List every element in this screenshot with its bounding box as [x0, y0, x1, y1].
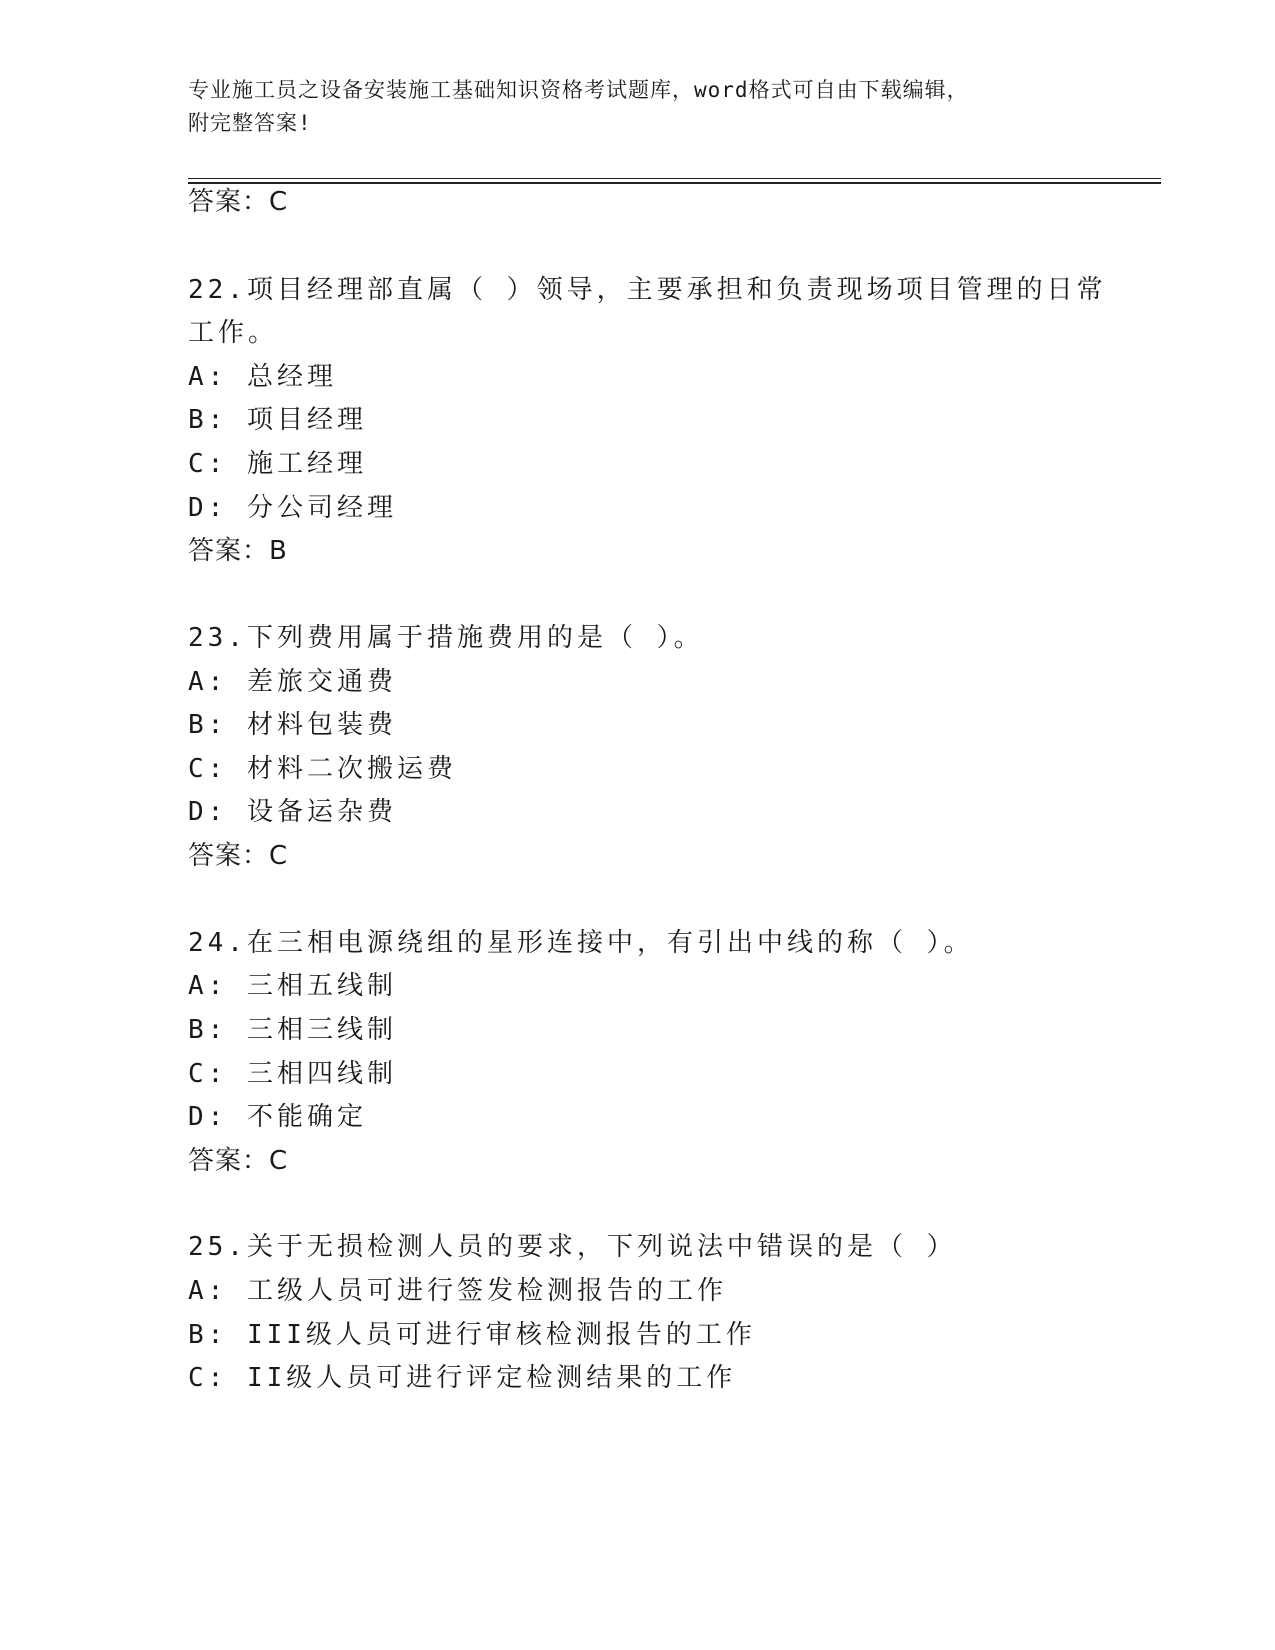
question-25-stem: 25.关于无损检测人员的要求，下列说法中错误的是（ ）	[188, 1232, 957, 1262]
question-24-stem: 24.在三相电源绕组的星形连接中，有引出中线的称（ ）。	[188, 928, 974, 958]
question-22-option-c: C: 施工经理	[188, 449, 367, 479]
question-22-option-d: D: 分公司经理	[188, 493, 397, 523]
question-25-option-a: A: 工级人员可进行签发检测报告的工作	[188, 1276, 727, 1306]
question-23-option-c: C: 材料二次搬运费	[188, 754, 457, 784]
header-rule-thin	[188, 178, 1161, 179]
question-24-option-c: C: 三相四线制	[188, 1059, 397, 1089]
question-23-stem: 23.下列费用属于措施费用的是（ ）。	[188, 623, 704, 653]
previous-answer: 答案：C	[188, 187, 289, 217]
question-23-option-d: D: 设备运杂费	[188, 797, 397, 827]
document-header	[188, 74, 1088, 140]
header-rule-thick	[188, 182, 1161, 184]
question-23-option-b: B: 材料包装费	[188, 710, 397, 740]
question-22-stem-line-1: 22.项目经理部直属（ ）领导，主要承担和负责现场项目管理的日常	[188, 275, 1107, 305]
question-24-option-a: A: 三相五线制	[188, 971, 397, 1001]
question-22-option-a: A: 总经理	[188, 362, 337, 392]
question-23-answer: 答案：C	[188, 841, 289, 871]
question-24-option-b: B: 三相三线制	[188, 1015, 397, 1045]
question-25-option-c: C: II级人员可进行评定检测结果的工作	[188, 1363, 737, 1393]
question-25-option-b: B: III级人员可进行审核检测报告的工作	[188, 1320, 756, 1350]
question-23-option-a: A: 差旅交通费	[188, 667, 397, 697]
question-22-answer: 答案：B	[188, 536, 288, 566]
header-line-2: 附完整答案!	[188, 111, 312, 135]
header-line-1: 专业施工员之设备安装施工基础知识资格考试题库，word格式可自由下载编辑，	[188, 78, 969, 102]
question-24-answer: 答案：C	[188, 1146, 289, 1176]
question-24-option-d: D: 不能确定	[188, 1102, 367, 1132]
question-22-option-b: B: 项目经理	[188, 405, 367, 435]
question-22-stem-line-2: 工作。	[188, 318, 279, 348]
